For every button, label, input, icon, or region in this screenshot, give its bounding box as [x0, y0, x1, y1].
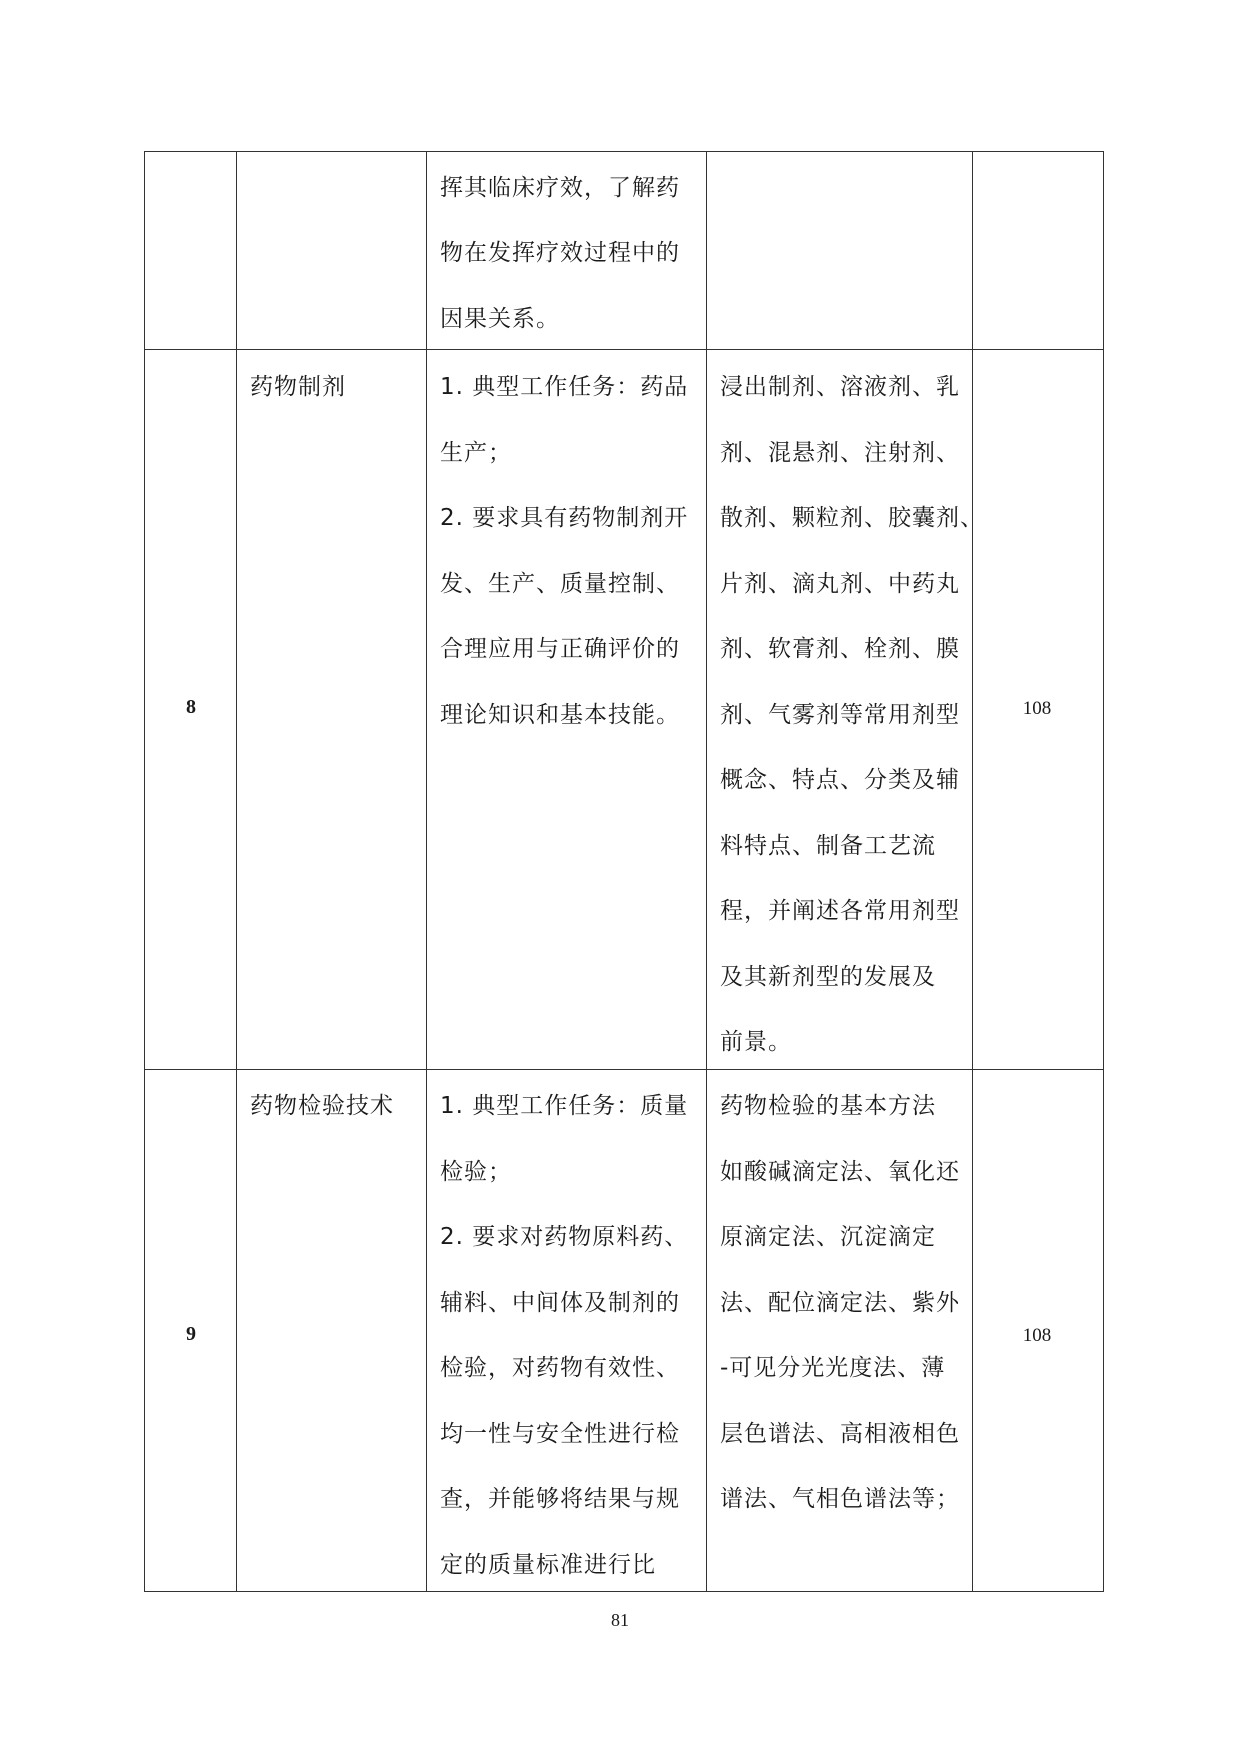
goal-line: 2. 要求对药物原料药、	[440, 1224, 689, 1250]
content-line: 层色谱法、高相液相色	[720, 1421, 960, 1447]
content-line: 浸出制剂、溶液剂、乳	[720, 374, 960, 400]
course-name: 药物检验技术	[250, 1093, 394, 1119]
content-line: 如酸碱滴定法、氧化还	[720, 1159, 960, 1185]
content-line: 散剂、颗粒剂、胶囊剂、	[720, 505, 984, 531]
table-row	[145, 1069, 1105, 1593]
goal-line: 2. 要求具有药物制剂开	[440, 505, 689, 531]
goal-line: 合理应用与正确评价的	[440, 636, 680, 662]
content-line: 剂、软膏剂、栓剂、膜	[720, 636, 960, 662]
content-line: 剂、气雾剂等常用剂型	[720, 702, 960, 728]
goal-line: 物在发挥疗效过程中的	[440, 240, 680, 266]
content-line: 法、配位滴定法、紫外	[720, 1290, 960, 1316]
course-table	[144, 151, 1104, 1592]
table-row	[145, 152, 1105, 349]
goal-line: 检验，对药物有效性、	[440, 1355, 680, 1381]
goal-line: 均一性与安全性进行检	[440, 1421, 680, 1447]
hours-value: 108	[1022, 1325, 1052, 1346]
goal-line: 辅料、中间体及制剂的	[440, 1290, 680, 1316]
content-line: -可见分光光度法、薄	[720, 1355, 946, 1381]
content-line: 药物检验的基本方法	[720, 1093, 936, 1119]
goal-line: 查，并能够将结果与规	[440, 1486, 680, 1512]
content-line: 概念、特点、分类及辅	[720, 767, 960, 793]
content-line: 及其新剂型的发展及	[720, 964, 936, 990]
goal-line: 1. 典型工作任务：质量	[440, 1093, 689, 1119]
page-number: 81	[611, 1610, 629, 1630]
content-line: 程，并阐述各常用剂型	[720, 898, 960, 924]
goal-line: 理论知识和基本技能。	[440, 702, 680, 728]
goal-line: 检验；	[440, 1159, 512, 1185]
table-row	[145, 349, 1105, 1069]
goal-line: 1. 典型工作任务：药品	[440, 374, 689, 400]
goal-line: 发、生产、质量控制、	[440, 571, 680, 597]
content-line: 原滴定法、沉淀滴定	[720, 1224, 936, 1250]
course-name: 药物制剂	[250, 374, 346, 400]
content-line: 谱法、气相色谱法等；	[720, 1486, 960, 1512]
content-line: 剂、混悬剂、注射剂、	[720, 440, 960, 466]
content-line: 片剂、滴丸剂、中药丸	[720, 571, 960, 597]
goal-line: 生产；	[440, 440, 512, 466]
goal-line: 因果关系。	[440, 306, 560, 332]
row-number: 9	[186, 1323, 196, 1345]
content-line: 料特点、制备工艺流	[720, 833, 936, 859]
content-line: 前景。	[720, 1029, 792, 1055]
goal-line: 定的质量标准进行比	[440, 1552, 656, 1578]
hours-value: 108	[1022, 698, 1052, 719]
goal-line: 挥其临床疗效，了解药	[440, 175, 680, 201]
row-number: 8	[186, 696, 196, 718]
